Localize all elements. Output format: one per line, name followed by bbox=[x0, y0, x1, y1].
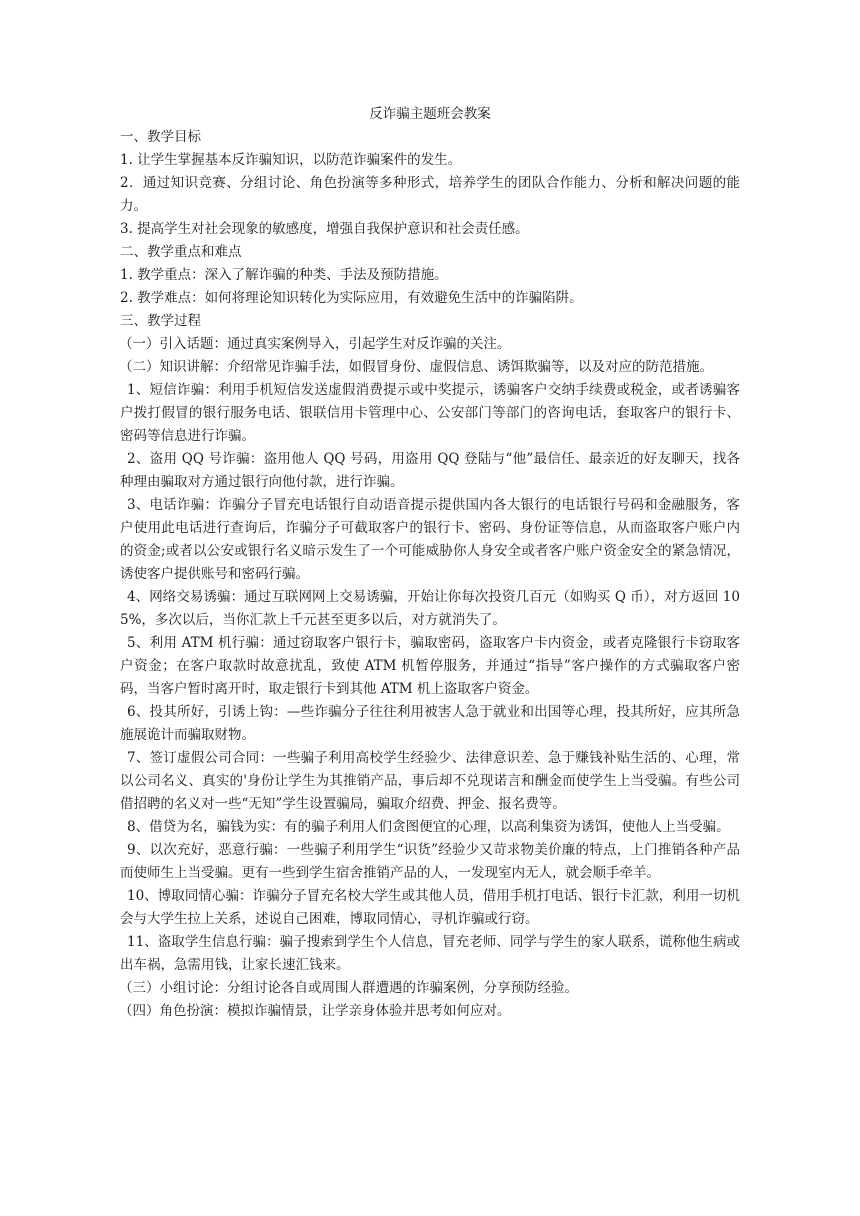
document-title: 反诈骗主题班会教案 bbox=[369, 106, 491, 122]
fraud-type-item: 7、签订虚假公司合同：一些骗子利用高校学生经验少、法律意识差、急于赚钱补贴生活的、心理，常以公司名义、真实的'身份让学生为其推销产品，事后却不兑现诺言和酬金而使学生上当受骗。有些公司借招聘的名义对一些“无知”学生设置骗局，骗取介绍费、押金、报名费等。 bbox=[120, 750, 740, 812]
section-heading-objectives: 一、教学目标 bbox=[120, 129, 201, 145]
fraud-type-item: 8、借贷为名，骗钱为实：有的骗子利用人们贪图便宜的心理，以高利集资为诱饵，使他人上当受骗。 bbox=[127, 819, 730, 835]
process-step: （四）角色扮演：模拟诈骗情景，让学亲身体验并思考如何应对。 bbox=[119, 1003, 511, 1019]
fraud-type-item: 4、网络交易诱骗：通过互联网网上交易诱骗，开始让你每次投资几百元（如购买 Q 币），对方返回 105%，多次以后，当你汇款上千元甚至更多以后，对方就消失了。 bbox=[120, 589, 740, 628]
key-point-item: 2. 教学难点：如何将理论知识转化为实际应用，有效避免生活中的诈骗陷阱。 bbox=[120, 290, 583, 306]
fraud-type-item: 2、盗用 QQ 号诈骗：盗用他人 QQ 号码，用盗用 QQ 登陆与“他”最信任、最亲近的好友聊天，找各种理由骗取对方通过银行向他付款，进行诈骗。 bbox=[120, 451, 740, 490]
fraud-type-item: 5、利用 ATM 机行骗：通过窃取客户银行卡，骗取密码，盗取客户卡内资金，或者克隆银行卡窃取客户资金；在客户取款时故意扰乱，致使 ATM 机暂停服务，并通过“指导”客户操作的方式骗取客户密码，当客户暂时离开时，取走银行卡到其他 ATM 机上盗取客户资金。 bbox=[120, 635, 740, 697]
section-heading-key-points: 二、教学重点和难点 bbox=[120, 244, 242, 260]
objective-item: 1. 让学生掌握基本反诈骗知识，以防范诈骗案件的发生。 bbox=[120, 152, 462, 168]
fraud-type-item: 9、以次充好，恶意行骗：一些骗子利用学生“识货”经验少又苛求物美价廉的特点，上门推销各种产品而使师生上当受骗。更有一些到学生宿舍推销产品的人，一发现室内无人，就会顺手牵羊。 bbox=[120, 842, 740, 881]
process-step: （一）引入话题：通过真实案例导入，引起学生对反诈骗的关注。 bbox=[119, 336, 511, 352]
section-heading-process: 三、教学过程 bbox=[120, 313, 201, 329]
fraud-type-item: 3、电话诈骗：诈骗分子冒充电话银行自动语音提示提供国内各大银行的电话银行号码和金融服务，客户使用此电话进行查询后，诈骗分子可截取客户的银行卡、密码、身份证等信息，从而盗取客户账户内的资金;或者以公安或银行名义暗示发生了一个可能威胁你人身安全或者客户账户资金安全的紧急情况，诱使客户提供账号和密码行骗。 bbox=[120, 497, 740, 582]
key-point-item: 1. 教学重点：深入了解诈骗的种类、手法及预防措施。 bbox=[120, 267, 448, 283]
fraud-type-item: 11、盗取学生信息行骗：骗子搜索到学生个人信息，冒充老师、同学与学生的家人联系，谎称他生病或出车祸，急需用钱，让家长速汇钱来。 bbox=[120, 934, 740, 973]
objective-item: 3. 提高学生对社会现象的敏感度，增强自我保护意识和社会责任感。 bbox=[120, 221, 529, 237]
process-step: （三）小组讨论：分组讨论各自或周围人群遭遇的诈骗案例，分享预防经验。 bbox=[119, 980, 578, 996]
fraud-type-item: 6、投其所好，引诱上钩：—些诈骗分子往往利用被害人急于就业和出国等心理，投其所好，应其所急施展诡计而骗取财物。 bbox=[120, 704, 740, 743]
fraud-type-item: 10、博取同情心骗：诈骗分子冒充名校大学生或其他人员，借用手机打电话、银行卡汇款，利用一切机会与大学生拉上关系，述说自己困难，博取同情心，寻机诈骗或行窃。 bbox=[120, 888, 740, 927]
fraud-type-item: 1、短信诈骗：利用手机短信发送虚假消费提示或中奖提示，诱骗客户交纳手续费或税金，或者诱骗客户拨打假冒的银行服务电话、银联信用卡管理中心、公安部门等部门的咨询电话，套取客户的银行卡、密码等信息进行诈骗。 bbox=[120, 382, 740, 444]
process-step: （二）知识讲解：介绍常见诈骗手法，如假冒身份、虚假信息、诱饵欺骗等，以及对应的防范措施。 bbox=[119, 359, 713, 375]
document-page bbox=[120, 103, 740, 1023]
objective-item: 2．通过知识竞赛、分组讨论、角色扮演等多种形式，培养学生的团队合作能力、分析和解决问题的能力。 bbox=[120, 175, 740, 214]
